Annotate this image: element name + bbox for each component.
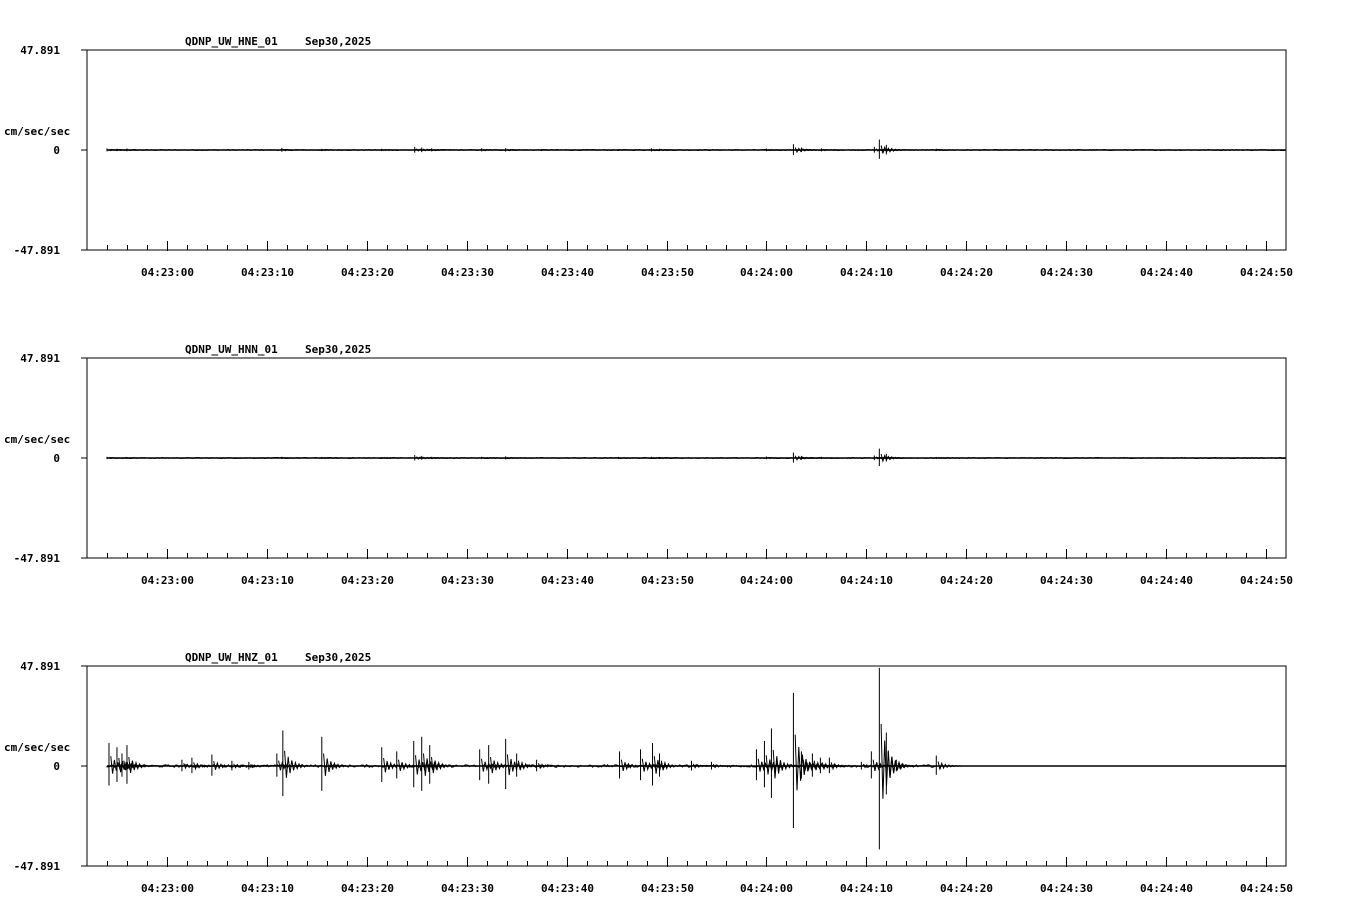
event-coda <box>620 458 643 459</box>
date-label: Sep30,2025 <box>305 343 372 356</box>
x-tick-label: 04:23:10 <box>241 266 294 279</box>
x-tick-label: 04:24:10 <box>840 266 893 279</box>
x-tick-label: 04:23:20 <box>341 266 394 279</box>
x-tick-label: 04:24:40 <box>1140 574 1193 587</box>
y-tick-label-zero: 0 <box>53 760 60 773</box>
y-tick-label-zero: 0 <box>53 144 60 157</box>
chart-panel-qdnp-uw-hnn-01 <box>4 343 1293 587</box>
event-coda <box>888 148 911 152</box>
x-tick-label: 04:23:50 <box>641 882 694 895</box>
chart-panel-qdnp-uw-hne-01 <box>4 35 1293 279</box>
date-label: Sep30,2025 <box>305 651 372 664</box>
y-axis-label: cm/sec/sec <box>4 433 71 446</box>
y-tick-label-zero: 0 <box>53 452 60 465</box>
event-coda <box>543 150 566 151</box>
event-coda <box>661 150 684 151</box>
x-tick-label: 04:23:30 <box>441 882 494 895</box>
event-coda <box>324 458 347 459</box>
event-coda <box>434 458 457 459</box>
x-tick-label: 04:23:40 <box>541 882 594 895</box>
event-coda <box>484 458 507 459</box>
x-tick-label: 04:23:50 <box>641 266 694 279</box>
event-coda <box>384 458 407 459</box>
x-tick-label: 04:24:40 <box>1140 266 1193 279</box>
x-tick-label: 04:24:00 <box>740 574 793 587</box>
event-coda <box>823 458 846 459</box>
event-coda <box>938 150 961 151</box>
x-tick-label: 04:23:30 <box>441 574 494 587</box>
x-tick-label: 04:23:40 <box>541 574 594 587</box>
y-axis-label: cm/sec/sec <box>4 125 71 138</box>
y-tick-label-min: -47.891 <box>13 860 60 873</box>
x-tick-label: 04:24:30 <box>1040 882 1093 895</box>
x-tick-label: 04:24:10 <box>840 574 893 587</box>
x-tick-label: 04:23:40 <box>541 266 594 279</box>
y-tick-label-max: 47.891 <box>20 660 60 673</box>
event-coda <box>284 458 307 459</box>
x-tick-label: 04:23:00 <box>141 574 194 587</box>
x-tick-label: 04:24:00 <box>740 266 793 279</box>
x-tick-label: 04:24:20 <box>940 574 993 587</box>
x-tick-label: 04:24:50 <box>1240 266 1293 279</box>
event-coda <box>888 456 911 459</box>
x-tick-label: 04:23:10 <box>241 882 294 895</box>
x-tick-label: 04:24:20 <box>940 266 993 279</box>
event-coda <box>129 458 152 459</box>
event-coda <box>713 764 736 767</box>
x-tick-label: 04:24:50 <box>1240 882 1293 895</box>
event-coda <box>324 754 347 776</box>
station-title: QDNP_UW_HNE_01 <box>185 35 278 48</box>
x-tick-label: 04:23:20 <box>341 882 394 895</box>
x-tick-label: 04:24:20 <box>940 882 993 895</box>
event-coda <box>324 150 347 151</box>
station-title: QDNP_UW_HNN_01 <box>185 343 278 356</box>
x-tick-label: 04:24:30 <box>1040 266 1093 279</box>
x-tick-label: 04:23:20 <box>341 574 394 587</box>
x-tick-label: 04:24:40 <box>1140 882 1193 895</box>
x-tick-label: 04:24:10 <box>840 882 893 895</box>
event-coda <box>881 724 904 799</box>
y-tick-label-max: 47.891 <box>20 44 60 57</box>
x-tick-label: 04:23:00 <box>141 882 194 895</box>
x-tick-label: 04:23:10 <box>241 574 294 587</box>
x-tick-label: 04:24:00 <box>740 882 793 895</box>
event-coda <box>620 150 643 151</box>
y-tick-label-min: -47.891 <box>13 552 60 565</box>
x-tick-label: 04:23:00 <box>141 266 194 279</box>
event-coda <box>285 751 308 778</box>
event-coda <box>938 458 961 459</box>
x-tick-label: 04:23:50 <box>641 574 694 587</box>
x-tick-label: 04:23:30 <box>441 266 494 279</box>
y-axis-label: cm/sec/sec <box>4 741 71 754</box>
y-tick-label-min: -47.891 <box>13 244 60 257</box>
x-tick-label: 04:24:50 <box>1240 574 1293 587</box>
y-tick-label-max: 47.891 <box>20 352 60 365</box>
chart-panel-qdnp-uw-hnz-01 <box>4 651 1293 895</box>
date-label: Sep30,2025 <box>305 35 372 48</box>
event-coda <box>661 458 684 459</box>
x-tick-label: 04:24:30 <box>1040 574 1093 587</box>
station-title: QDNP_UW_HNZ_01 <box>185 651 278 664</box>
